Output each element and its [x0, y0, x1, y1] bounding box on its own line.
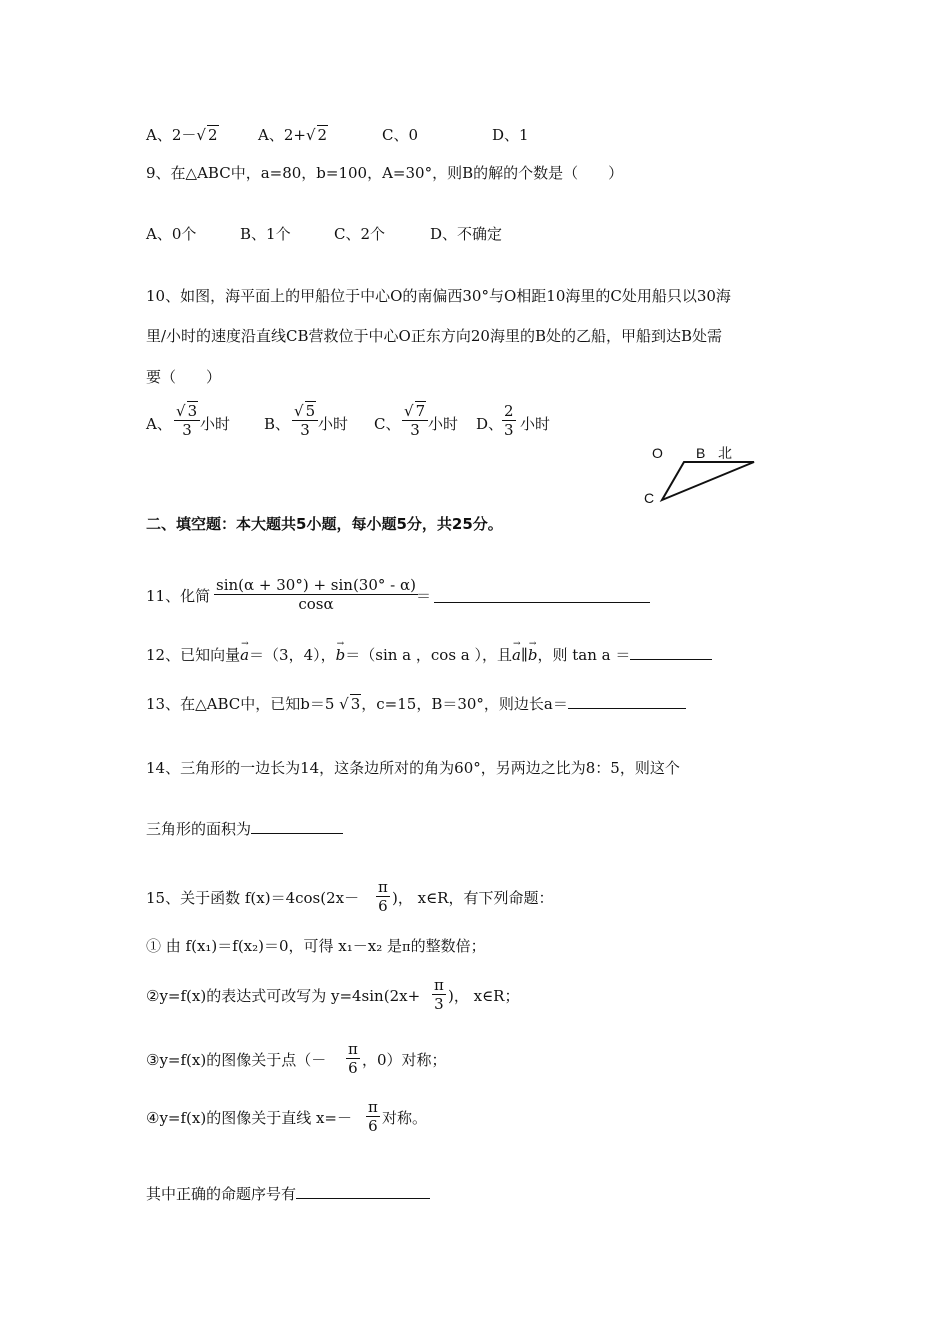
q10-option-d-frac: $\frac{2}{3}$ — [504, 402, 514, 439]
q9-option-b: B、1个 — [240, 225, 291, 243]
q15-s4-part2: 对称。 — [382, 1109, 428, 1127]
q10-line3: 要（ ） — [146, 368, 222, 386]
q10-line2: 里/小时的速度沿直线CB营救位于中心O正东方向20海里的B处的乙船，甲船到达B处需 — [146, 327, 722, 345]
q15-answer-blank[interactable] — [296, 1184, 430, 1199]
q14-answer-blank[interactable] — [251, 819, 343, 834]
q11-denominator: cosα — [298, 595, 334, 613]
q11-numerator: sin(α + 30°) + sin(30° - α) — [216, 576, 416, 594]
q15-stem-part1: 15、关于函数 f(x)＝4cos(2x－ — [146, 889, 360, 907]
q12-answer-blank[interactable] — [630, 645, 712, 660]
q11-label: 11、化简 — [146, 587, 211, 605]
q12-part3: ，则 tan a ＝ — [537, 646, 631, 664]
q9-option-a: A、0个 — [146, 225, 197, 243]
q10-option-c-label: C、 — [374, 415, 401, 433]
q14-line1: 14、三角形的一边长为14，这条边所对的角为60°，另两边之比为8：5，则这个 — [146, 759, 680, 777]
q13-sqrt: 3 — [350, 695, 361, 713]
q15-stem-part2: )， x∈R，有下列命题： — [392, 889, 554, 907]
q15-pi-over-6: $\frac{\pi}{6}$ — [378, 878, 388, 915]
q10-option-d-label: D、 — [476, 415, 504, 433]
q15-statement-1: ① 由 f(x₁)＝f(x₂)＝0，可得 x₁－x₂ 是π的整数倍； — [146, 937, 486, 955]
q13: 13、在△ABC中，已知b＝5 √ 3，c=15，B＝30°，则边长a＝ — [146, 694, 686, 714]
q12-part2: ＝（sin a ，cos a ），且 — [345, 646, 512, 664]
q9-option-c: C、2个 — [334, 225, 386, 243]
section2-heading: 二、填空题：本大题共5小题，每小题5分，共25分。 — [146, 515, 503, 533]
q8-option-c: C、0 — [382, 126, 419, 144]
label-b: B — [696, 445, 706, 461]
q15-s2-part1: ②y=f(x)的表达式可改写为 y=4sin(2x+ — [146, 987, 421, 1005]
q15-s3-frac: $\frac{\pi}{6}$ — [348, 1040, 358, 1077]
q10-option-b-label: B、 — [264, 415, 291, 433]
vector-a: → a — [240, 645, 249, 665]
vector-b-2: → b — [528, 645, 538, 665]
q10-option-d-unit: 小时 — [520, 415, 551, 433]
label-o: O — [652, 445, 663, 461]
q15-s3-part1: ③y=f(x)的图像关于点（－ — [146, 1051, 327, 1069]
q10-option-b-frac: $\frac{√ 5}{3}$ — [292, 402, 318, 439]
q15-s2-frac: $\frac{\pi}{3}$ — [434, 976, 444, 1013]
q11-equals: ＝ — [416, 587, 432, 605]
q10-option-a-frac: $\frac{√ 3}{3}$ — [174, 402, 200, 439]
q10-option-b-unit: 小时 — [318, 415, 349, 433]
q15-s2-part2: )， x∈R； — [448, 987, 520, 1005]
pi-symbol: π — [402, 940, 411, 955]
q14-line2 — [146, 819, 343, 839]
label-c: C — [644, 490, 655, 506]
q15-s4-part1: ④y=f(x)的图像关于直线 x=－ — [146, 1109, 353, 1127]
q10-option-a-label: A、 — [146, 415, 172, 433]
q12 — [146, 645, 712, 665]
q10-option-c-frac: $\frac{√ 7}{3}$ — [402, 402, 428, 439]
q15-s4-frac: $\frac{\pi}{6}$ — [368, 1098, 378, 1135]
q15-s3-part2: ，0）对称； — [362, 1051, 447, 1069]
q14-line2-text: 三角形的面积为 — [146, 820, 252, 838]
vector-a-2: → a — [512, 645, 521, 665]
q13-part2: ，c=15，B＝30°，则边长a＝ — [361, 695, 568, 713]
q12-label: 12、已知向量 — [146, 646, 241, 664]
q10-figure — [640, 440, 770, 510]
q11-answer-blank[interactable] — [434, 588, 650, 603]
q15-final-text: 其中正确的命题序号有 — [146, 1185, 297, 1203]
triangle-obc — [662, 462, 754, 500]
q13-answer-blank[interactable] — [568, 694, 686, 709]
q9-option-d: D、不确定 — [430, 225, 503, 243]
q8-option-a2: A、2+√ 2 — [258, 126, 328, 144]
q11-fraction — [214, 576, 418, 613]
parallel-symbol: ∥ — [520, 646, 528, 664]
q10-option-c-unit: 小时 — [428, 415, 459, 433]
q12-part1: ＝（3，4）， — [249, 646, 336, 664]
q8-option-a1: A、2－√ 2 — [146, 126, 218, 144]
q9-stem: 9、在△ABC中，a=80，b=100，A=30°，则B的解的个数是（ ） — [146, 164, 624, 182]
label-north: 北 — [718, 446, 732, 462]
q10-line1: 10、如图，海平面上的甲船位于中心O的南偏西30°与O相距10海里的C处用船只以30海 — [146, 287, 731, 305]
q15-final — [146, 1184, 430, 1204]
q8-option-d: D、1 — [492, 126, 529, 144]
q13-part1: 13、在△ABC中，已知b＝5 — [146, 695, 335, 713]
q10-option-a-unit: 小时 — [200, 415, 231, 433]
vector-b: → b — [336, 645, 346, 665]
